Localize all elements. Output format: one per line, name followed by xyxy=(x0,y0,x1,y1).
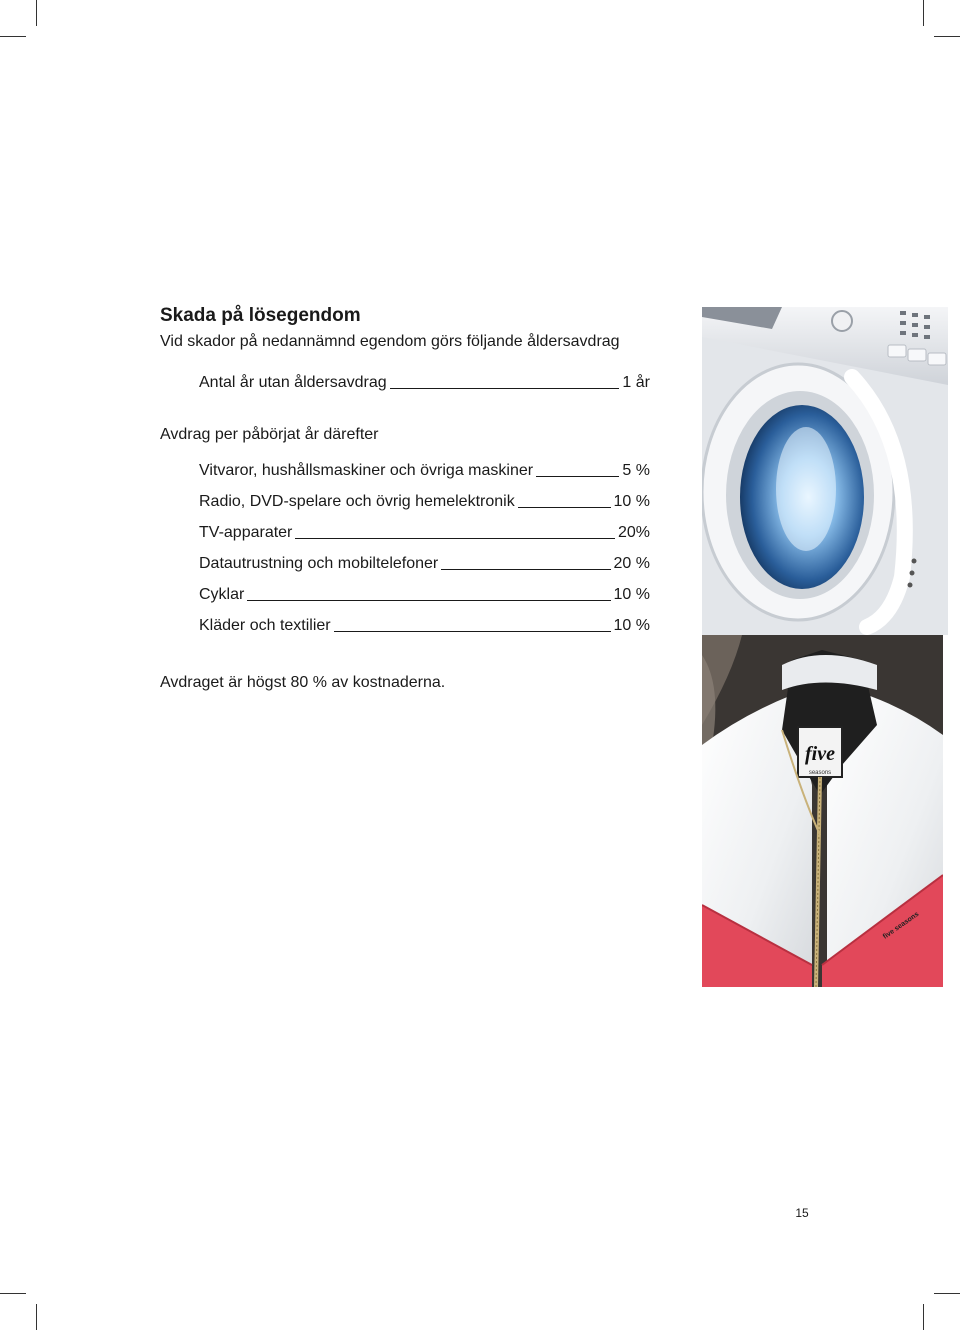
leader-line xyxy=(247,600,610,601)
row-value: 5 % xyxy=(622,462,650,479)
deduction-row xyxy=(199,522,650,544)
row-label: TV-apparater xyxy=(199,524,293,541)
row-label: Antal år utan åldersavdrag xyxy=(199,374,387,391)
jacket-print-text: five seasons xyxy=(881,910,921,941)
jacket-illustration xyxy=(702,635,943,987)
leader-line xyxy=(441,569,610,570)
section-intro: Vid skador på nedannämnd egendom görs följande åldersavdrag xyxy=(160,333,620,350)
row-value: 1 år xyxy=(622,374,650,391)
row-value: 10 % xyxy=(613,493,650,510)
row-label: Datautrustning och mobiltelefoner xyxy=(199,555,439,572)
deduction-heading: Avdrag per påbörjat år därefter xyxy=(160,426,379,443)
washing-machine-photo xyxy=(702,307,948,635)
deduction-row xyxy=(199,553,650,575)
crop-mark xyxy=(934,1293,960,1294)
leader-line xyxy=(334,631,611,632)
deduction-row xyxy=(199,615,650,637)
age-free-row xyxy=(199,372,650,394)
washing-machine-illustration xyxy=(702,307,948,635)
leader-line xyxy=(518,507,611,508)
row-value: 10 % xyxy=(613,617,650,634)
deduction-row xyxy=(199,460,650,482)
leader-line xyxy=(536,476,619,477)
crop-mark xyxy=(0,1293,26,1294)
jacket-logo-sub: seasons xyxy=(808,770,832,776)
row-value: 10 % xyxy=(613,586,650,603)
crop-mark xyxy=(36,0,37,26)
crop-mark xyxy=(923,1304,924,1330)
row-label: Kläder och textilier xyxy=(199,617,331,634)
deduction-row xyxy=(199,491,650,513)
crop-mark xyxy=(0,36,26,37)
jacket-photo xyxy=(702,635,943,987)
row-label: Vitvaror, hushållsmaskiner och övriga maskiner xyxy=(199,462,534,479)
deduction-row xyxy=(199,584,650,606)
deduction-section xyxy=(160,303,652,694)
jacket-logo-brand: five xyxy=(805,743,835,765)
row-label: Cyklar xyxy=(199,586,245,603)
row-value: 20 % xyxy=(613,555,650,572)
leader-line xyxy=(390,388,620,389)
section-title: Skada på lösegendom xyxy=(160,305,361,326)
row-label: Radio, DVD-spelare och övrig hemelektronik xyxy=(199,493,515,510)
page-number: 15 xyxy=(795,1206,809,1220)
leader-line xyxy=(295,538,615,539)
crop-mark xyxy=(36,1304,37,1330)
row-value: 20% xyxy=(617,524,650,541)
crop-mark xyxy=(923,0,924,26)
crop-mark xyxy=(934,36,960,37)
footer-note: Avdraget är högst 80 % av kostnaderna. xyxy=(160,674,446,691)
